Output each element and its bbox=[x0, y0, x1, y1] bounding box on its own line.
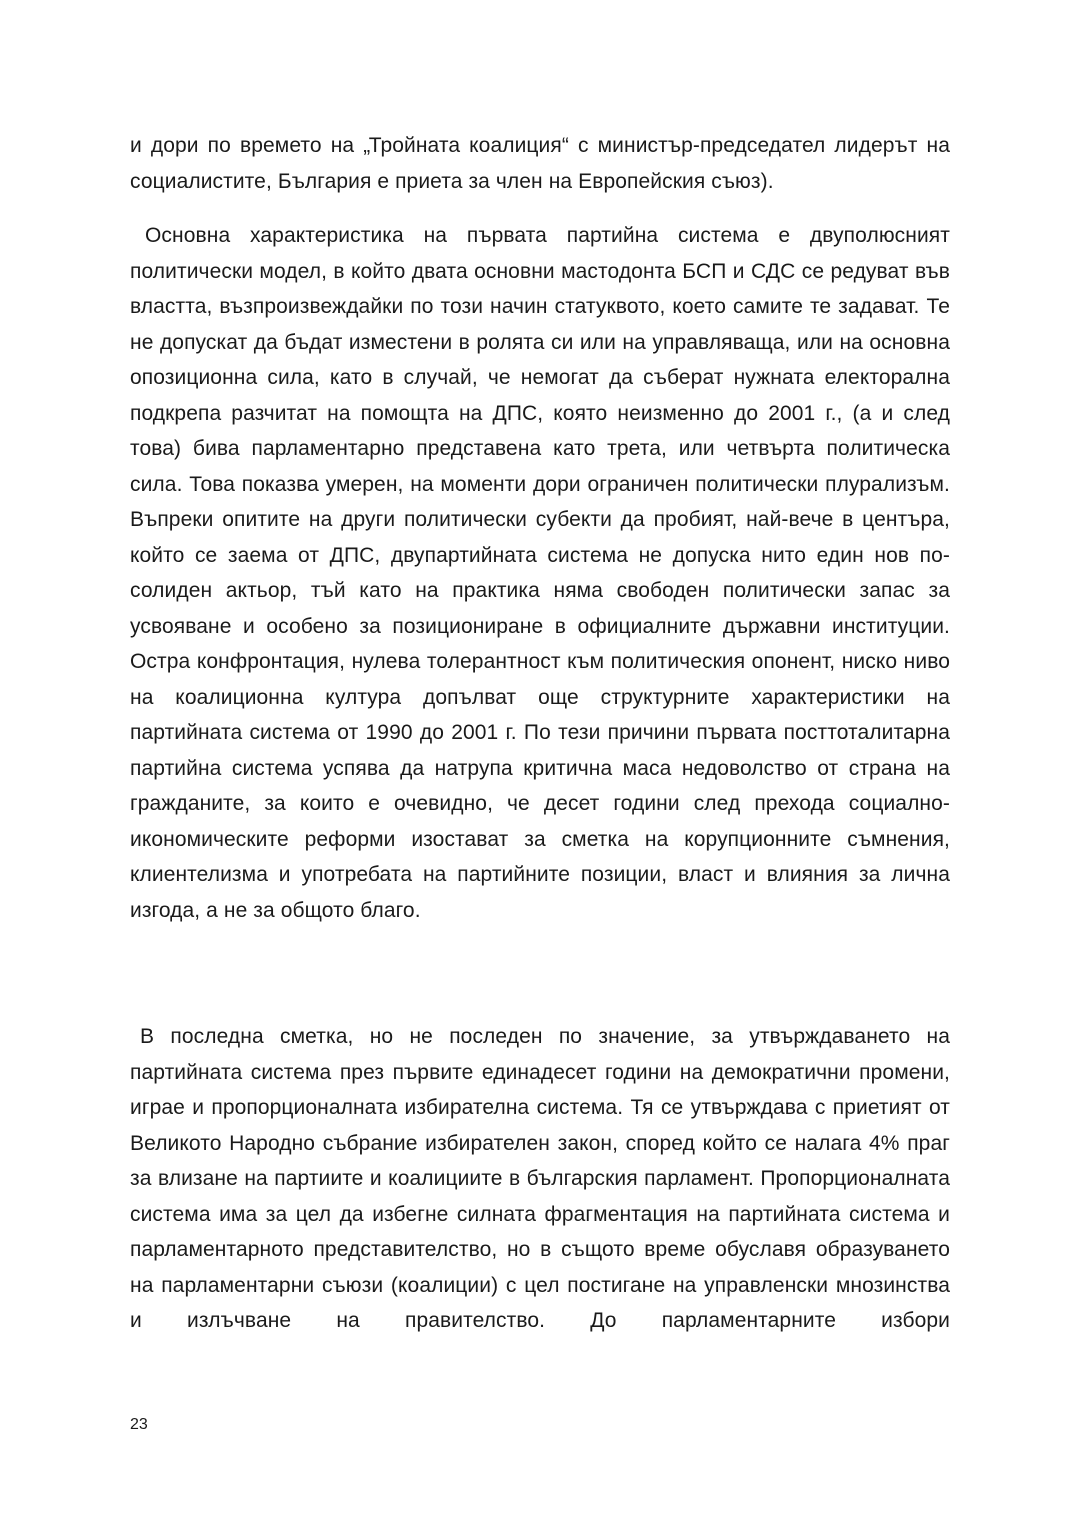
paragraph-3: В последна сметка, но не последен по значение, за утвърждаването на партийната система през първите единадесет години на демократични промени, играе и пропорционалната избирателна система. Тя се утвърждава с приетият от Великото Народно събрание избирателен закон, според който се налага 4% праг за влизане на партиите и коалициите в българския парламент. Пропорционалната система има за цел да избегне силната фрагментация на партийната система и парламентарното представителство, но в същото време обуславя образуването на парламентарни съюзи (коалиции) с цел постигане на управленски мнозинства и излъчване на правителство. До парламентарните избори bbox=[130, 1025, 950, 1332]
paragraph-2: Основна характеристика на първата партийна система е двуполюсният политически модел, в който двата основни мастодонта БСП и СДС се редуват във властта, възпроизвеждайки по този начин статуквото, което самите те задават. Те не допускат да бъдат изместени в ролята си или на управляваща, или на основна опозиционна сила, като в случай, че немогат да съберат нужната електорална подкрепа разчитат на помощта на ДПС, която неизменно до 2001 г., (а и след това) бива парламентарно представена като трета, или четвърта политическа сила. Това показва умерен, на моменти дори ограничен политически плурализъм. Въпреки опитите на други политически субекти да пробият, най-вече в центъра, който се заема от ДПС, двупартийната система не допуска нито един нов по-солиден актьор, тъй като на практика няма свободен политически запас за усвояване и особено за позициониране в официалните държавни институции. Остра конфронтация, нулева толерантност към политическия опонент, ниско ниво на коалиционна култура допълват още структурните характеристики на партийната система от 1990 до 2001 г. По тези причини първата посттоталитарна партийна система успява да натрупа критична маса недоволство от страна на гражданите, за които е очевидно, че десет години след прехода социално-икономическите реформи изостават за сметка на корупционните съмнения, клиентелизма и употребата на партийните позиции, власт и влияния за лична изгода, а не за общото благо. bbox=[130, 224, 950, 922]
paragraph-1: и дори по времето на „Тройната коалиция“ с министър-председател лидерът на социалистите, България е приета за член на Европейския съюз). bbox=[130, 134, 950, 193]
page-number: 23 bbox=[130, 1416, 148, 1433]
